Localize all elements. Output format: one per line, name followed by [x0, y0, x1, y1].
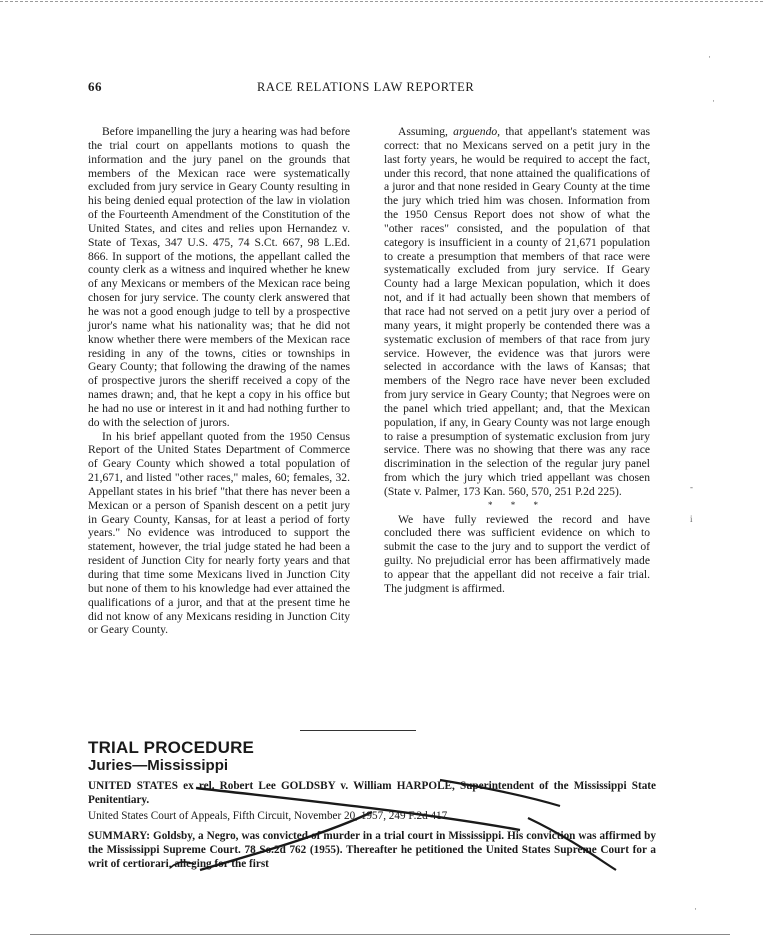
scan-speck: i: [690, 514, 693, 524]
bottom-edge-line: [30, 934, 730, 935]
case-summary: SUMMARY: Goldsby, a Negro, was convicted of murder in a trial court in Mississippi. His conviction was affirmed by the Mississippi Supreme Court. 78 So.2d 762 (1955). Thereafter he petitioned the United States Supreme Court for a writ of certiorari, alleging for the first: [88, 830, 656, 871]
right-paragraph-2: We have fully reviewed the record and have concluded there was sufficient evidence on which to submit the case to the jury and to support the verdict of guilty. No prejudicial error has been affirmatively made to appear that the appellant did not receive a fair trial. The judgment is affirmed.: [384, 512, 650, 595]
running-title: RACE RELATIONS LAW REPORTER: [257, 80, 475, 94]
section-divider: [300, 730, 416, 731]
scan-speck: ·: [694, 904, 697, 914]
arguendo-italic: arguendo,: [453, 125, 501, 138]
scan-speck: -: [690, 482, 693, 492]
section-heading: TRIAL PROCEDURE: [88, 738, 255, 757]
section-break-stars: * * *: [488, 499, 546, 510]
page-number: 66: [88, 79, 102, 94]
left-paragraph-1: Before impanelling the jury a hearing was had before the trial court on appellants motions to quash the information and the jury panel on the grounds that members of the Mexican race were systematically excluded from jury service in Geary County resulting in his being denied equal protection of the law in violation of the Fourteenth Amendment of the Constitution of the United States, and cites and relies upon Hernandez v. State of Texas, 347 U.S. 475, 74 S.Ct. 667, 98 L.Ed. 866. In support of the motions, the appellant called the county clerk as a witness and inquired whether he knew of any Mexicans or members of the Mexican race being chosen for jury service. The county clerk answered that he was not a good enough judge to tell by a prospective juror's name what his nationality was; that he did not know whether there were members of the Mexican race residing in any of the towns, cities or townships in Geary County; that following the drawing of the names of prospective jurors the sheriff received a copy of the names drawn; and, that he kept a copy in his office but he had no use or interest in it and had nothing further to do with the selection of jurors.: [88, 125, 350, 429]
right-column: [384, 125, 650, 596]
right-paragraph-1-lead: Assuming,: [398, 125, 454, 138]
right-paragraph-1-body: that appellant's statement was correct: that no Mexicans served on a petit jury in the last forty years, he would be required to accept the fact, under this record, that none attained the qualifications of a juror and that none resided in Geary County at the time the jury which tried him was chosen. Information from the 1950 Census Report does not show of what the "other races" consisted, and the population of that category is insufficient in a county of 21,671 population to create a presumption that members of that race were systematically excluded from jury service. If Geary County had a large Mexican population, which it does not, and if it had actually been shown that members of that race had not served on a petit jury over a period of many years, it might properly be contended there was a systematic exclusion of members of that race from jury service. However, the evidence was that jurors were selected in accordance with the laws of Kansas; that members of the Negro race have never been excluded from jury service in Geary County; that Negroes were on the panel which tried appellant; and, that the Mexican population, if any, in Geary County was not large enough to raise a presumption of systematic exclusion from jury service. There was no showing that there was any race discrimination in the selection of the regular jury panel from which the jury which tried appellant was chosen (State v. Palmer, 173 Kan. 560, 570, 251 P.2d 225).: [384, 125, 650, 498]
left-paragraph-2: In his brief appellant quoted from the 1950 Census Report of the United States Department of Commerce of Geary County which showed a total population of 21,671, and listed "other races," males, 60; females, 32. Appellant states in his brief "that there has never been a Mexican or a person of Spanish descent on a petit jury in Geary County, Kansas, for at least a period of forty years." No evidence was introduced to support the statement, however, the trial judge stated he had been a resident of Junction City for nearly forty years and that during that time some Mexicans lived in Junction City but none of them to his knowledge had ever attained the qualifications of a juror, and that at the present time he did not know of any Mexicans residing in Junction City or Geary County.: [88, 429, 350, 637]
scan-speck: ·: [712, 96, 715, 106]
case-title: UNITED STATES ex rel. Robert Lee GOLDSBY v. William HARPOLE, Superintendent of the Mississippi State Penitentiary.: [88, 780, 656, 806]
top-edge-dots: [0, 1, 763, 2]
section-subheading: Juries—Mississippi: [88, 757, 229, 774]
left-column: [88, 125, 350, 637]
scan-speck: ·: [708, 52, 711, 62]
right-paragraph-1: [384, 125, 650, 499]
case-court-citation: United States Court of Appeals, Fifth Circuit, November 20, 1957, 249 F.2d 417.: [88, 810, 451, 822]
